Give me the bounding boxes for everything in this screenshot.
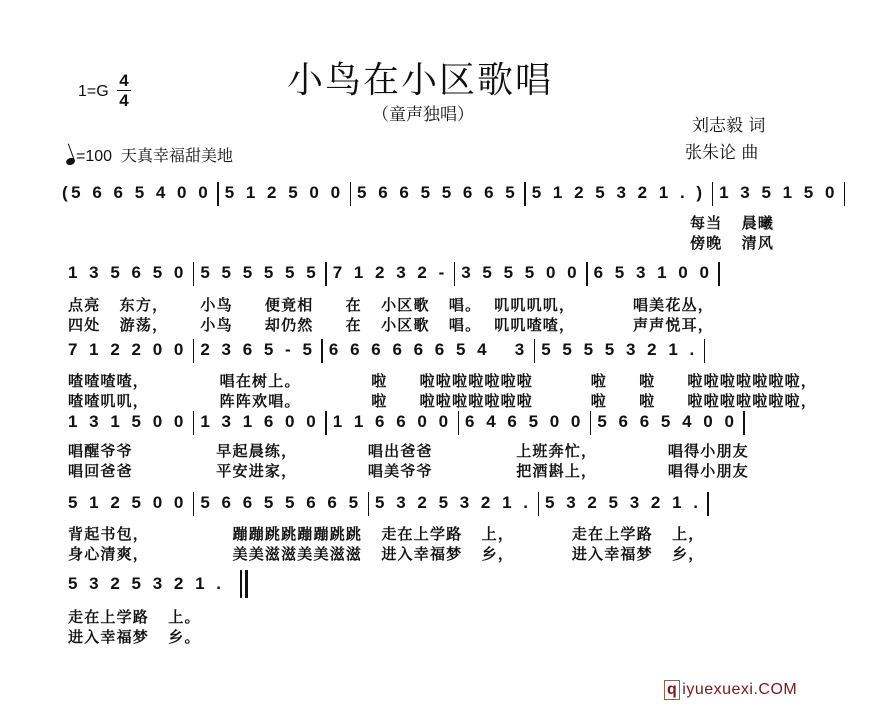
measure: 5 5 5 5 5 5 [200, 263, 320, 283]
barline [844, 182, 846, 206]
barline [217, 182, 219, 206]
measure: 5 1 2 5 0 0 [224, 183, 344, 203]
final-barline-thick [245, 570, 248, 598]
song-subtitle: （童声独唱） [372, 105, 474, 125]
lyric-line: 走在上学路 上。 [68, 608, 201, 626]
barline [538, 492, 540, 516]
lyric-line: 进入幸福梦 乡。 [68, 628, 201, 646]
measure: 7 1 2 3 2 - [332, 263, 448, 283]
final-barline-thin [240, 570, 242, 598]
lyric-line: 背起书包， 蹦蹦跳跳蹦蹦跳跳 走在上学路 上， 走在上学路 上， [68, 525, 705, 543]
lyric-line: 唱醒爷爷 早起晨练， 唱出爸爸 上班奔忙， 唱得小朋友 [68, 442, 749, 460]
barline [718, 262, 720, 286]
barline [350, 182, 352, 206]
barline [454, 262, 456, 286]
site-watermark [664, 680, 797, 700]
lyric-line: 喳喳叽叽， 阵阵欢唱。 啦 啦啦啦啦啦啦啦 啦 啦 啦啦啦啦啦啦啦， [68, 392, 818, 410]
tempo-value: =100 [76, 148, 113, 165]
barline [458, 411, 460, 435]
lyricist-credit: 刘志毅 词 [692, 116, 766, 136]
measure: 6 5 3 1 0 0 [593, 263, 713, 283]
barline [193, 492, 195, 516]
measure: 7 1 2 2 0 0 [68, 340, 187, 360]
barline [368, 492, 370, 516]
barline [534, 339, 536, 363]
composer-credit: 张朱论 曲 [685, 143, 759, 163]
lyric-line: 傍晚 清风 [690, 234, 775, 252]
time-signature-top: 4 [119, 71, 129, 90]
lyric-line: 四处 游荡， 小鸟 却仍然 在 小区歌 唱。 叽叽喳喳， 声声悦耳， [68, 316, 714, 334]
measure: 6 6 6 6 6 6 5 4 [328, 340, 491, 360]
barline [712, 182, 714, 206]
lyric-line: 唱回爸爸 平安进家， 唱美爷爷 把酒斟上， 唱得小朋友 [68, 462, 749, 480]
measure: 1 3 5 1 5 0 [719, 183, 838, 203]
measure: 5 6 6 5 4 0 0 [597, 412, 738, 432]
lyric-line: 点亮 东方， 小鸟 便竟相 在 小区歌 唱。 叽叽叽叽， 唱美花丛， [68, 296, 714, 314]
measure: 3 [514, 340, 528, 360]
watermark-logo-letter: q [664, 680, 680, 700]
measure: 6 4 6 5 0 0 [465, 412, 584, 432]
song-title: 小鸟在小区歌唱 [287, 60, 554, 101]
measure: 5 6 6 5 5 6 6 5 [200, 493, 362, 513]
score-line-6 [68, 574, 224, 594]
measure: 5 3 2 5 3 2 1 . [375, 493, 532, 513]
measure: 5 1 2 5 0 0 [68, 493, 187, 513]
tempo-marking [66, 143, 233, 166]
score-line-2 [68, 262, 726, 286]
score-line-5 [68, 492, 715, 516]
measure: 1 3 5 6 5 0 [68, 263, 187, 283]
measure: 1 3 1 5 0 0 [68, 412, 187, 432]
measure: 5 3 2 5 3 2 1 . [68, 574, 225, 593]
measure: 1 1 6 6 0 0 [332, 412, 452, 432]
barline [193, 262, 195, 286]
score-line-1 [62, 182, 851, 206]
lyric-line: 每当 晨曦 [690, 214, 775, 232]
barline [586, 262, 588, 286]
tempo-expression: 天真幸福甜美地 [120, 148, 233, 165]
barline [704, 339, 706, 363]
measure: 5 3 2 5 3 2 1 . [545, 493, 702, 513]
measure: 5 5 5 5 3 2 1 . [541, 340, 698, 360]
barline [193, 339, 195, 363]
barline [321, 339, 323, 363]
barline [743, 411, 745, 435]
score-line-3 [68, 339, 711, 363]
lyric-line: 身心清爽， 美美滋滋美美滋滋 进入幸福梦 乡， 进入幸福梦 乡， [68, 545, 705, 563]
barline [325, 262, 327, 286]
measure: 3 5 5 5 0 0 [461, 263, 581, 283]
barline [707, 492, 709, 516]
key-signature: 1=G [78, 83, 109, 100]
time-signature-bottom: 4 [119, 91, 129, 110]
measure: 5 6 6 5 5 6 6 5 [357, 183, 519, 203]
barline [325, 411, 327, 435]
barline [590, 411, 592, 435]
measure: 2 3 6 5 - 5 [200, 340, 316, 360]
watermark-text: iyuexuexi.COM [682, 681, 798, 698]
score-line-4 [68, 411, 751, 435]
barline [193, 411, 195, 435]
lyric-line: 喳喳喳喳， 唱在树上。 啦 啦啦啦啦啦啦啦 啦 啦 啦啦啦啦啦啦啦， [68, 372, 818, 390]
time-signature [117, 72, 131, 109]
measure: (5 6 6 5 4 0 0 [62, 183, 212, 203]
measure: 1 3 1 6 0 0 [200, 412, 320, 432]
measure: 5 1 2 5 3 2 1 . ) [531, 183, 706, 203]
barline [524, 182, 526, 206]
quarter-note-icon [65, 157, 76, 167]
